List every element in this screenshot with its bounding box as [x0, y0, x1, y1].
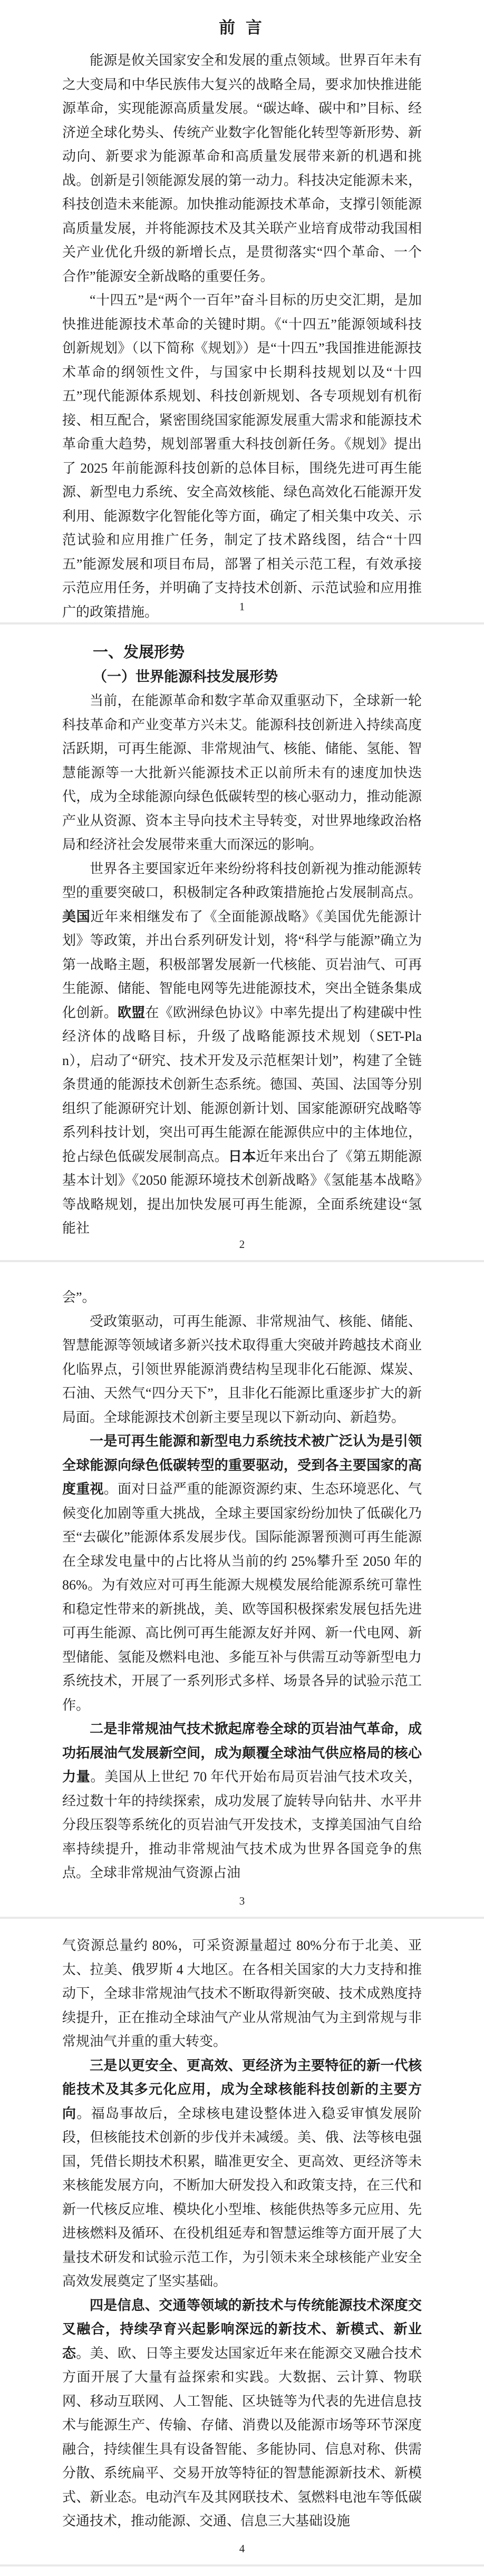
- page-number: 2: [239, 1238, 245, 1251]
- section-heading: 一、发展形势: [93, 644, 185, 661]
- text-run: 。面对日益严重的能源资源约束、生态环境恶化、气候变化加剧等重大挑战，全球主要国家纷纷加快了低碳化乃至“去碳化”能源体系发展步伐。国际能源署预测可再生能源在全球发电量中的占比将从当前的约 25%攀升至 2050 年的 86%。为有效应对可再生能源大规模发展给能源系统可靠性和稳定性带来的新挑战，美、欧等国积极探索发展包括先进可再生能源、高比例可再生能源友好并网、新一代电网、新型储能、氢能及燃料电池、多能互补与供需互动等新型电力系统技术，开展了一系列形式多样、场景各异的试验示范工作。: [62, 1481, 422, 1713]
- text-run: 气资源总量约 80%，可采资源量超过 80%分布于北美、亚太、拉美、俄罗斯 4 大地区。在各相关国家的大力支持和推动下，全球非常规油气技术不断取得新突破、技术成熟度持续提升，正在推动全球油气产业从常规油气为主到常规与非常规油气并重的重大转变。: [62, 1938, 422, 2049]
- paragraph: [62, 288, 422, 624]
- text-run: 。福岛事故后，全球核电建设整体进入稳妥审慎发展阶段，但核能技术创新的步伐并未减缓。美、俄、法等核电强国，凭借长期技术积累，瞄准更安全、更高效、更经济等未来核能发展方向，不断加大研发投入和政策支持，在三代和新一代核反应堆、模块化小型堆、核能供热等多元应用、先进核燃料及循环、在役机组延寿和智慧运维等方面开展了大量技术研发和试验示范工作，为引领未来全球核能产业安全高效发展奠定了坚实基础。: [62, 2105, 422, 2289]
- bold-text-run: 美国: [62, 909, 91, 924]
- text-run: 近年来相继发布了《全面能源战略》《美国优先能源计划》等政策，并出台系列研发计划，将“科学与能源”确立为第一战略主题，积极部署发展新一代核能、页岩油气、可再生能源、储能、智能电网等先进能源技术，突出全链条集成化创新。: [62, 909, 422, 1020]
- text-run: 能源是攸关国家安全和发展的重点领域。世界百年未有之大变局和中华民族伟大复兴的战略全局，要求加快推进能源革命，实现能源高质量发展。“碳达峰、碳中和”目标、经济逆全球化势头、传统产业数字化智能化转型等新形势、新动向、新要求为能源革命和高质量发展带来新的机遇和挑战。创新是引领能源发展的第一动力。科技决定能源未来，科技创造未来能源。加快推动能源技术革命，支撑引领能源高质量发展，并将能源技术及其关联产业培育成带动我国相关产业优化升级的新增长点，是贯彻落实“四个革命、一个合作”能源安全新战略的重要任务。: [62, 53, 422, 284]
- document-page: [0, 1919, 484, 2567]
- document-page: [0, 625, 484, 1262]
- bold-text-run: 二是非常规油气技术掀起席卷全球的页岩油气革命，成功拓展油气发展新空间，成为颠覆全球油气供应格局的核心力量: [62, 1721, 422, 1784]
- paragraph: [62, 689, 422, 857]
- text-run: 。美国从上世纪 70 年代开始布局页岩油气技术攻关，经过数十年的持续探索，成功发展了旋转导向钻井、水平井分段压裂等系统化的页岩油气开发技术，支撑美国油气自给率持续提升，推动非常规油气技术成为世界各国竞争的焦点。全球非常规油气资源占油: [62, 1769, 422, 1880]
- text-run: 。美、欧、日等主要发达国家近年来在能源交叉融合技术方面开展了大量有益探索和实践。大数据、云计算、物联网、移动互联网、人工智能、区块链等为代表的先进信息技术与能源生产、传输、存储、消费以及能源市场等环节深度融合，持续催生具有设备智能、多能协同、信息对称、供需分散、系统扁平、交易开放等特征的智慧能源新技术、新模式、新业态。电动汽车及其网联技术、氢燃料电池车等低碳交通技术，推动能源、交通、信息三大基础设施: [62, 2345, 422, 2529]
- subsection-heading: （一）世界能源科技发展形势: [93, 669, 278, 685]
- bold-text-run: 日本: [228, 1148, 256, 1164]
- paragraph-continuation: [62, 1934, 422, 2054]
- paragraph-continuation: [62, 1285, 422, 1310]
- text-run: 当前，在能源革命和数字革命双重驱动下，全球新一轮科技革命和产业变革方兴未艾。能源科技创新进入持续高度活跃期，可再生能源、非常规油气、核能、储能、氢能、智慧能源等一大批新兴能源技术正以前所未有的速度加快迭代，成为全球能源向绿色低碳转型的核心驱动力，推动能源产业从资源、资本主导向技术主导转变，对世界地缘政治格局和经济社会发展带来重大而深远的影响。: [62, 693, 422, 852]
- text-run: “十四五”是“两个一百年”奋斗目标的历史交汇期，是加快推进能源技术革命的关键时期。《“十四五”能源领域科技创新规划》（以下简称《规划》）是“十四五”我国推进能源技术革命的纲领性文件，与国家中长期科技规划以及“十四五”现代能源体系规划、科技创新规划、各专项规划有机衔接、相互配合，紧密围绕国家能源发展重大需求和能源技术革命重大趋势，规划部署重大科技创新任务。《规划》提出了 2025 年前能源科技创新的总体目标，围绕先进可再生能源、新型电力系统、安全高效核能、绿色高效化石能源开发利用、能源数字化智能化等方面，确定了相关集中攻关、示范试验和应用推广任务，制定了技术路线图，结合“十四五”能源发展和项目布局，部署了相关示范工程，有效承接示范应用任务，并明确了支持技术创新、示范试验和应用推广的政策措施。: [62, 292, 422, 620]
- bold-text-run: 欧盟: [117, 1004, 146, 1020]
- text-run: 在《欧洲绿色协议》中率先提出了构建碳中性经济体的战略目标，升级了战略能源技术规划（SET-Plan），启动了“研究、技术开发及示范框架计划”，构建了全链条贯通的能源技术创新生态系统。德国、英国、法国等分别组织了能源研究计划、能源创新计划、国家能源研究战略等系列科技计划，突出可再生能源在能源供应中的主体地位，抢占绿色低碳发展制高点。: [62, 1004, 422, 1164]
- text-run: 受政策驱动，可再生能源、非常规油气、核能、储能、智慧能源等领域诸多新兴技术取得重大突破并跨越技术商业化临界点，引领世界能源消费结构呈现非化石能源、煤炭、石油、天然气“四分天下”，且非化石能源比重逐步扩大的新局面。全球能源技术创新主要呈现以下新动向、新趋势。: [62, 1313, 422, 1425]
- paragraph: [62, 857, 422, 1241]
- paragraph: [62, 2294, 422, 2533]
- paragraph: [62, 1310, 422, 1430]
- text-run: 近年来出台了《第五期能源基本计划》《2050 能源环境技术创新战略》《氢能基本战略》等战略规划，提出加快发展可再生能源，全面系统建设“氢能社: [62, 1148, 422, 1236]
- paragraph: [62, 2054, 422, 2294]
- bold-text-run: 三是以更安全、更高效、更经济为主要特征的新一代核能技术及其多元化应用，成为全球核能科技创新的主要方向: [62, 2057, 422, 2121]
- text-run: 会”。: [62, 1290, 96, 1305]
- document-page: [0, 0, 484, 625]
- page-number: 3: [239, 1895, 245, 1907]
- bold-text-run: 一是可再生能源和新型电力系统技术被广泛认为是引领全球能源向绿色低碳转型的重要驱动，受到各主要国家的高度重视: [62, 1433, 422, 1497]
- paragraph: [62, 1717, 422, 1885]
- paragraph: [62, 1429, 422, 1717]
- document-page: [0, 1262, 484, 1919]
- document-title: 前 言: [219, 18, 265, 37]
- paragraph: [62, 48, 422, 288]
- text-run: 世界各主要国家近年来纷纷将科技创新视为推动能源转型的重要突破口，积极制定各种政策措施抢占发展制高点。: [62, 861, 422, 900]
- bold-text-run: 四是信息、交通等领域的新技术与传统能源技术深度交叉融合，持续孕育兴起影响深远的新技术、新模式、新业态: [62, 2297, 422, 2361]
- page-number: 1: [239, 600, 245, 613]
- page-number: 4: [239, 2542, 245, 2555]
